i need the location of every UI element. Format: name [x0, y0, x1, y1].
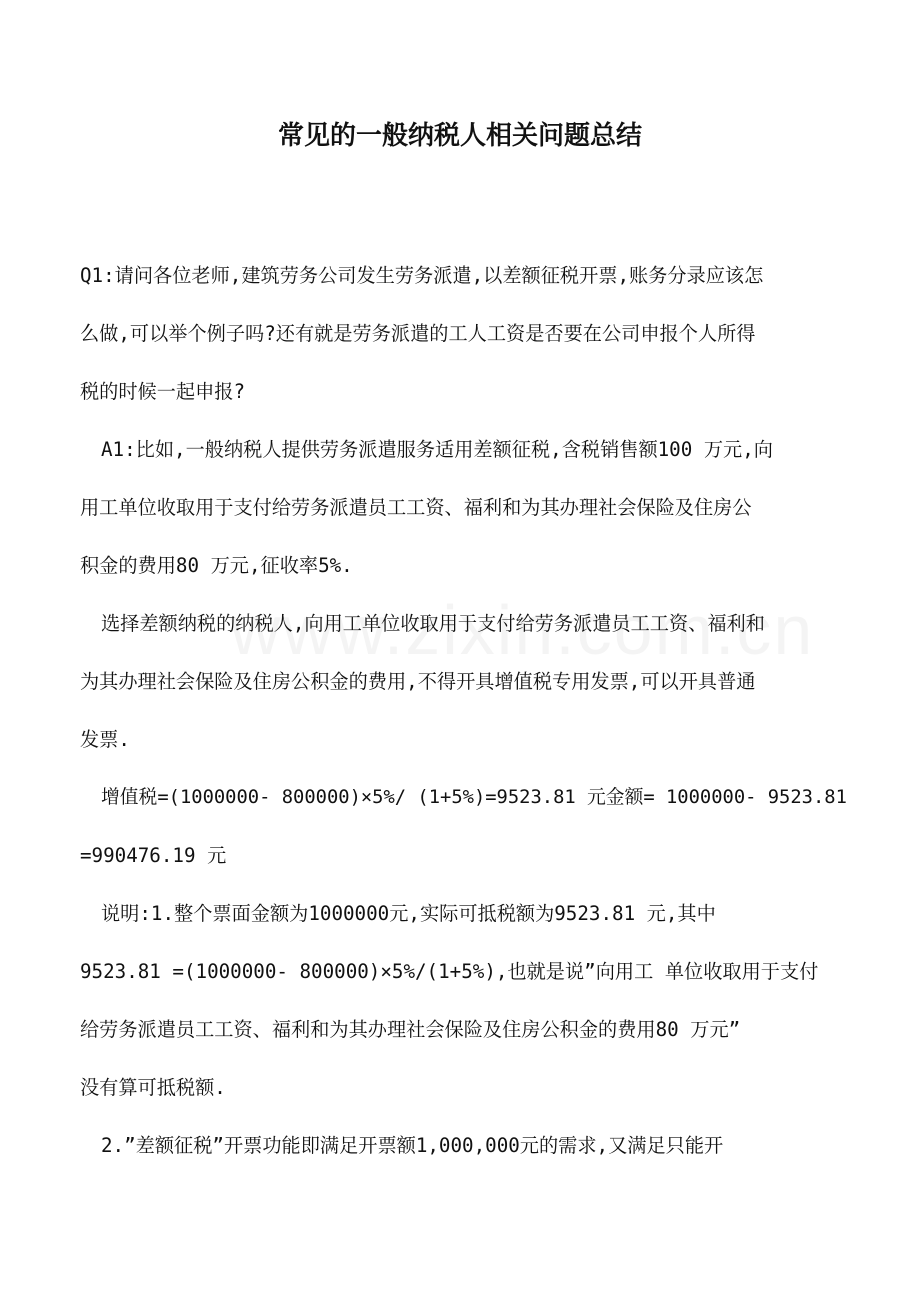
paragraph-line-3: 发票. — [80, 728, 130, 751]
paragraph-line-2: 为其办理社会保险及住房公积金的费用,不得开具增值税专用发票,可以开具普通 — [80, 670, 756, 693]
note-line-4: 没有算可抵税额. — [80, 1076, 226, 1099]
question-line-1: Q1:请问各位老师,建筑劳务公司发生劳务派遣,以差额征税开票,账务分录应该怎 — [80, 264, 764, 287]
point-2-line-1: 2.”差额征税”开票功能即满足开票额1,000,000元的需求,又满足只能开 — [101, 1134, 724, 1157]
question-line-2: 么做,可以举个例子吗?还有就是劳务派遣的工人工资是否要在公司申报个人所得 — [80, 322, 756, 345]
answer-line-3: 积金的费用80 万元,征收率5%. — [80, 554, 353, 577]
paragraph-line-1: 选择差额纳税的纳税人,向用工单位收取用于支付给劳务派遣员工工资、福利和 — [101, 612, 765, 635]
answer-line-2: 用工单位收取用于支付给劳务派遣员工工资、福利和为其办理社会保险及住房公 — [80, 496, 752, 519]
note-line-2: 9523.81 =(1000000- 800000)×5%/(1+5%),也就是说”向用工 单位收取用于支付 — [80, 960, 819, 983]
answer-line-1: A1:比如,一般纳税人提供劳务派遣服务适用差额征税,含税销售额100 万元,向 — [101, 438, 773, 461]
document-body — [80, 256, 846, 1184]
formula-line-1: 增值税=(1000000- 800000)×5%/ (1+5%)=9523.81 元金额= 1000000- 9523.81 — [101, 787, 847, 808]
document-title: 常见的一般纳税人相关问题总结 — [277, 121, 642, 151]
note-line-1: 说明:1.整个票面金额为1000000元,实际可抵税额为9523.81 元,其中 — [101, 902, 716, 925]
question-line-3: 税的时候一起申报? — [80, 380, 246, 403]
formula-line-2: =990476.19 元 — [80, 844, 227, 867]
note-line-3: 给劳务派遣员工工资、福利和为其办理社会保险及住房公积金的费用80 万元” — [80, 1018, 741, 1041]
